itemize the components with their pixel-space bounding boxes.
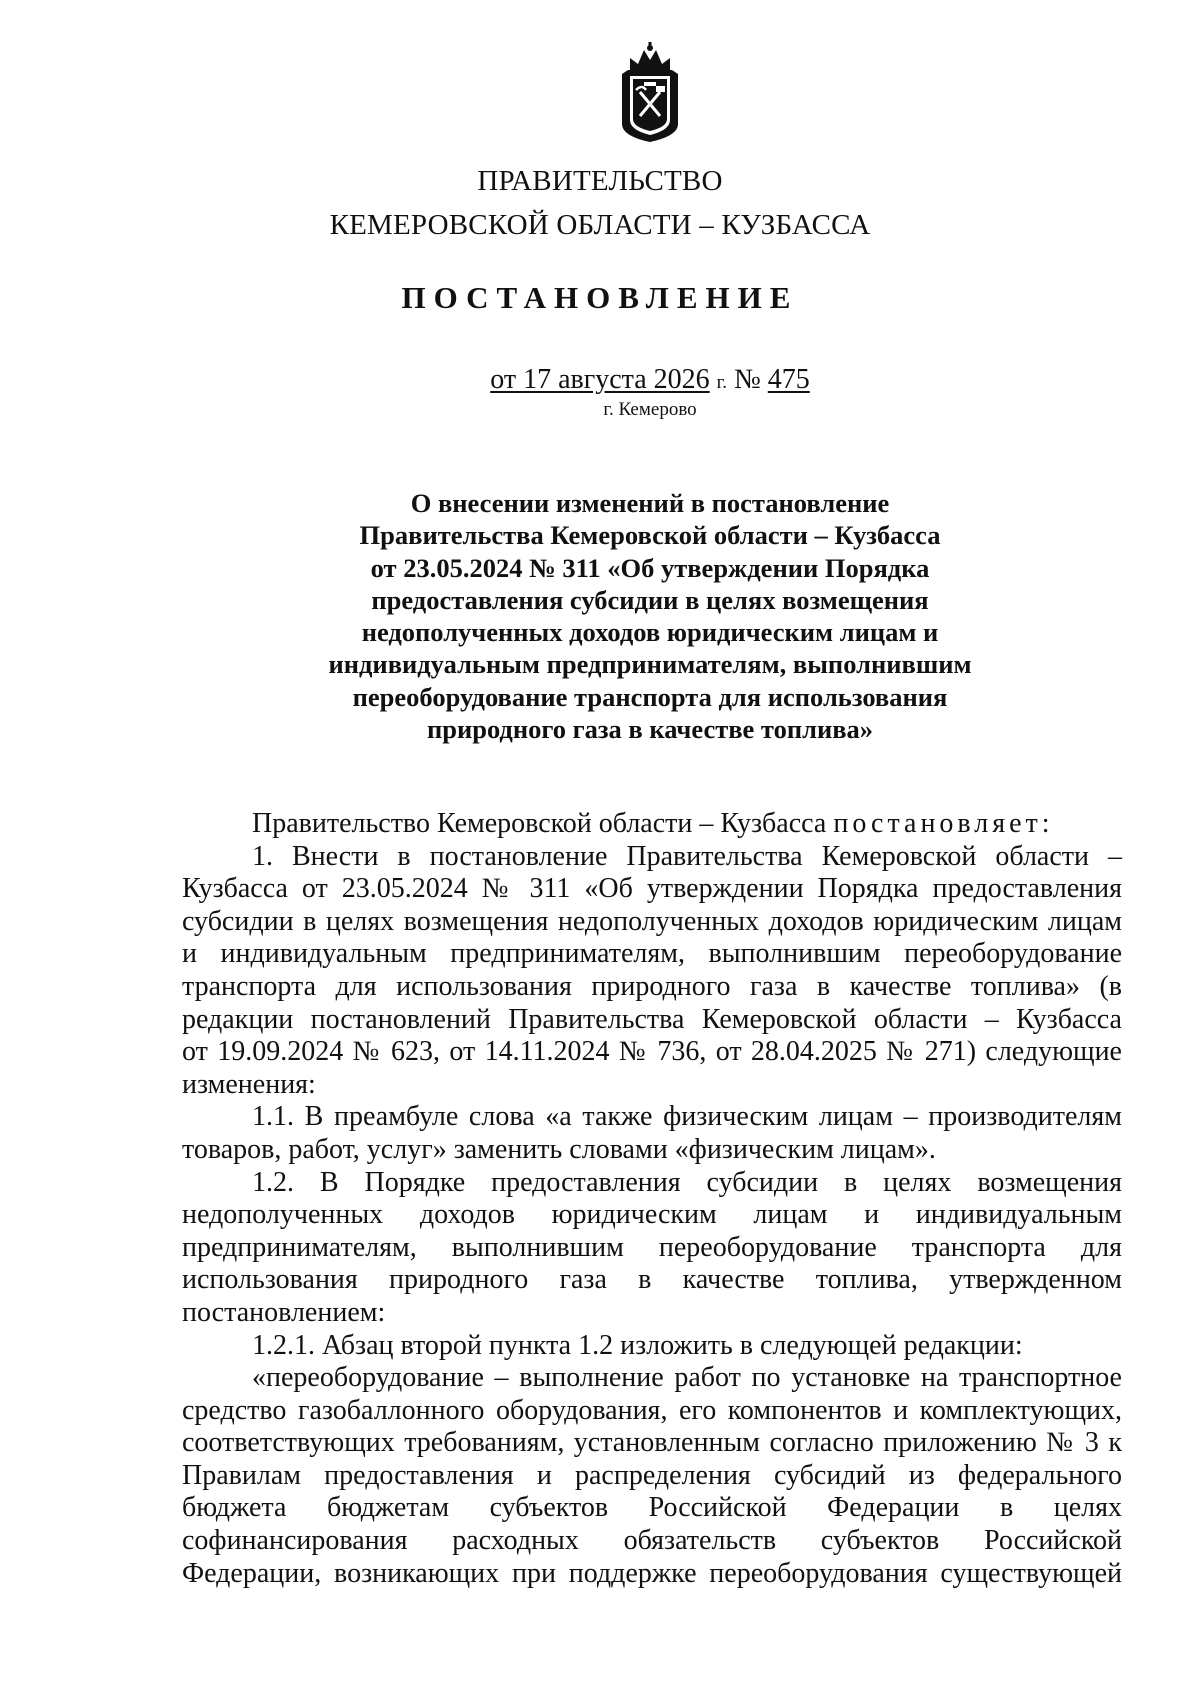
year-suffix: г.	[716, 372, 728, 393]
title-line: переоборудование транспорта для использования	[352, 681, 948, 712]
body-line: и индивидуальным предпринимателям, выполнившим переоборудование	[182, 938, 1122, 970]
body-line: предпринимателям, выполнившим переоборудование транспорта для	[182, 1231, 1122, 1263]
preamble-text: Правительство Кемеровской области – Кузбасса	[252, 808, 827, 839]
org-name-line1: ПРАВИТЕЛЬСТВО	[477, 165, 723, 197]
title-line: недополученных доходов юридическим лицам и	[361, 617, 939, 648]
body-line: соответствующих требованиям, установленным согласно приложению № 3 к	[182, 1427, 1122, 1459]
body-line: постановлением:	[182, 1296, 386, 1328]
title-line: индивидуальным предпринимателям, выполнившим	[328, 649, 972, 680]
date-number-line	[0, 364, 1200, 396]
body-line: использования природного газа в качестве топлива, утвержденном	[182, 1264, 1122, 1296]
body-line: Правилам предоставления и распределения субсидий из федерального	[182, 1459, 1122, 1491]
body-line: от 19.09.2024 № 623, от 14.11.2024 № 736, от 28.04.2025 № 271) следующие	[182, 1036, 1122, 1068]
document-title	[250, 487, 1050, 745]
coat-of-arms-emblem	[618, 40, 682, 144]
preamble-decree-word: постановляет:	[833, 808, 1054, 839]
body-line: 1.1. В преамбуле слова «а также физическим лицам – производителям	[252, 1101, 1122, 1133]
preamble-line	[182, 808, 1122, 841]
body-line: субсидии в целях возмещения недополученных доходов юридическим лицам	[182, 905, 1122, 937]
body-line: изменения:	[182, 1068, 316, 1100]
body-line: транспорта для использования природного газа в качестве топлива» (в	[182, 970, 1122, 1002]
body-line: недополученных доходов юридическим лицам и индивидуальным	[182, 1199, 1122, 1231]
document-date: от 17 августа 2026	[490, 364, 710, 395]
document-body	[182, 808, 1122, 1590]
title-line: Правительства Кемеровской области – Кузбасса	[359, 520, 941, 551]
body-line: редакции постановлений Правительства Кемеровской области – Кузбасса	[182, 1003, 1122, 1035]
city: г. Кемерово	[603, 399, 697, 420]
document-number: 475	[767, 364, 810, 395]
title-line: О внесении изменений в постановление	[410, 488, 890, 518]
org-name-line2: КЕМЕРОВСКОЙ ОБЛАСТИ – КУЗБАССА	[329, 209, 871, 241]
body-line: «переоборудование – выполнение работ по установке на транспортное	[252, 1362, 1122, 1394]
title-line: предоставления субсидии в целях возмещения	[371, 584, 929, 615]
body-line: софинансирования расходных обязательств субъектов Российской	[182, 1525, 1122, 1557]
body-line: средство газобаллонного оборудования, его компонентов и комплектующих,	[182, 1394, 1122, 1426]
body-line: 1. Внести в постановление Правительства Кемеровской области –	[252, 840, 1122, 872]
body-line: бюджета бюджетам субъектов Российской Федерации в целях	[182, 1492, 1122, 1524]
body-line: 1.2.1. Абзац второй пункта 1.2 изложить в следующей редакции:	[252, 1329, 1023, 1361]
body-line: товаров, работ, услуг» заменить словами «физическим лицам».	[182, 1133, 936, 1165]
title-line: от 23.05.2024 № 311 «Об утверждении Порядка	[370, 552, 930, 583]
title-line: природного газа в качестве топлива»	[426, 714, 874, 745]
body-line: Федерации, возникающих при поддержке переоборудования существующей	[182, 1557, 1122, 1589]
body-line: Кузбасса от 23.05.2024 № 311 «Об утверждении Порядка предоставления	[182, 873, 1122, 905]
body-line: 1.2. В Порядке предоставления субсидии в целях возмещения	[252, 1166, 1122, 1198]
number-sign: №	[734, 364, 761, 395]
document-type: ПОСТАНОВЛЕНИЕ	[401, 280, 799, 315]
